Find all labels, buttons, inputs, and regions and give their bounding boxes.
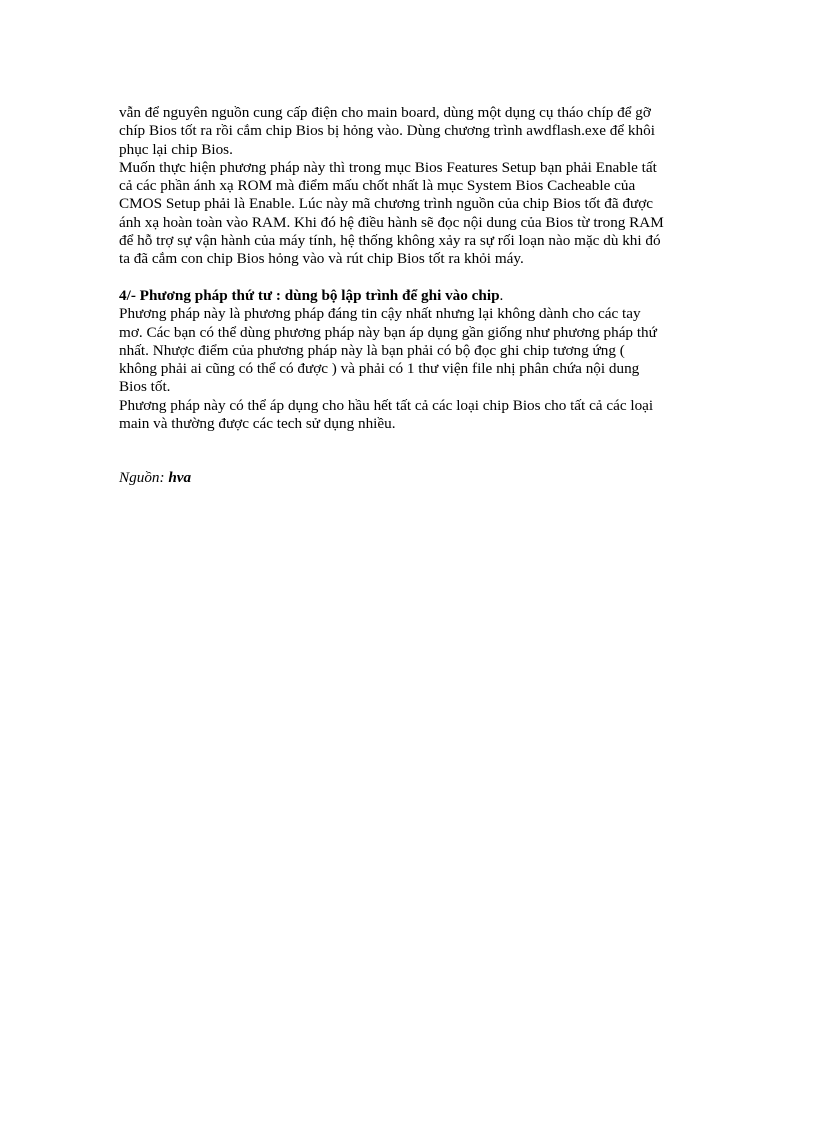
paragraph-enable-mapping <box>119 159 699 269</box>
source-value: hva <box>168 469 192 487</box>
text-line: vẫn để nguyên nguồn cung cấp điện cho main board, dùng một dụng cụ tháo chíp để gỡ <box>119 104 651 121</box>
text-line: main và thường được các tech sử dụng nhiều. <box>119 415 396 433</box>
section-heading <box>119 287 699 305</box>
text-line: không phải ai cũng có thể có được ) và phải có 1 thư viện file nhị phân chứa nội dung <box>119 360 640 378</box>
text-line: phục lại chip Bios. <box>119 140 233 158</box>
text-line: mơ. Các bạn có thể dùng phương pháp này bạn áp dụng gần giống như phương pháp thứ <box>119 323 657 341</box>
text-line: ánh xạ hoàn toàn vào RAM. Khi đó hệ điều hành sẽ đọc nội dung của Bios từ trong RAM <box>119 213 664 231</box>
section-heading-text: 4/- Phương pháp thứ tư : dùng bộ lập trình để ghi vào chip <box>119 286 500 304</box>
paragraph-continuation <box>119 104 699 159</box>
text-line: CMOS Setup phải là Enable. Lúc này mã chương trình nguồn của chip Bios tốt đã được <box>119 195 654 213</box>
text-line: Muốn thực hiện phương pháp này thì trong mục Bios Features Setup bạn phải Enable tất <box>119 158 657 176</box>
document-body <box>119 104 699 488</box>
text-line: chíp Bios tốt ra rồi cắm chip Bios bị hỏng vào. Dùng chương trình awdflash.exe để khôi <box>119 122 655 140</box>
source-label: Nguồn: <box>119 469 169 487</box>
text-line: Phương pháp này là phương pháp đáng tin cậy nhất nhưng lại không dành cho các tay <box>119 305 641 323</box>
blank-line <box>119 269 699 287</box>
blank-space <box>119 433 699 469</box>
text-line: Bios tốt. <box>119 378 171 396</box>
section-4-paragraph-a <box>119 305 699 396</box>
section-4 <box>119 287 699 433</box>
text-line: nhất. Nhược điểm của phương pháp này là bạn phải có bộ đọc ghi chip tương ứng ( <box>119 341 625 359</box>
text-line: cả các phần ánh xạ ROM mà điểm mấu chốt nhất là mục System Bios Cacheable của <box>119 177 636 195</box>
section-heading-tail: . <box>499 286 504 304</box>
text-line: Phương pháp này có thể áp dụng cho hầu hết tất cả các loại chip Bios cho tất cả các loại <box>119 396 654 414</box>
section-4-paragraph-b <box>119 397 699 434</box>
text-line: ta đã cắm con chip Bios hỏng vào và rút chip Bios tốt ra khỏi máy. <box>119 250 524 268</box>
text-line: để hỗ trợ sự vận hành của máy tính, hệ thống không xảy ra sự rối loạn nào mặc dù khi đó <box>119 232 661 250</box>
source-credit <box>119 469 699 487</box>
